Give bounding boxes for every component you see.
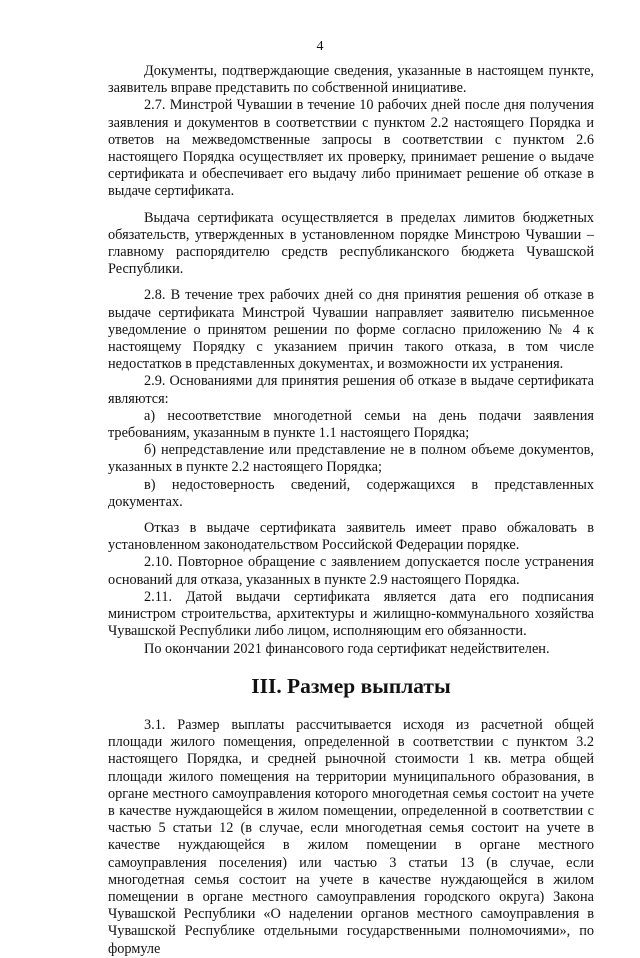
paragraph-certificate-validity: По окончании 2021 финансового года сертификат недействителен. xyxy=(144,640,550,657)
paragraph-2-10: 2.10. Повторное обращение с заявлением допускается после устранения оснований для отказа, указанных в пункте 2.9 настоящего Порядка. xyxy=(108,554,594,588)
paragraph-2-9-a: а) несоответствие многодетной семьи на день подачи заявления требованиям, указанным в пункте 1.1 настоящего Порядка; xyxy=(108,407,594,442)
paragraph-2-9-b: б) непредставление или представление не в полном объеме документов, указанных в пункте 2.2 настоящего Порядка; xyxy=(108,442,594,476)
page-number: 4 xyxy=(316,39,324,54)
paragraph-2-9: 2.9. Основаниями для принятия решения об отказе в выдаче сертификата являются: xyxy=(108,373,594,407)
paragraph-3-1: 3.1. Размер выплаты рассчитывается исходя из расчетной общей площади жилого помещения, определенной в соответствии с пунктом 3.2 настоящего Порядка, и средней рыночной стоимости 1 кв. метра общей площади жилого помещения на территории муниципального образования, в органе местного самоуправления которого многодетная семья состоит на учете в качестве нуждающейся в жилом помещении, определенной в соответствии с частью 5 статьи 12 (в случае, если многодетная семья состоит на учете в качестве нуждающейся в жилом помещении в органе местного самоуправления поселения) или частью 3 статьи 13 (в случае, если многодетная семья состоит на учете в качестве нуждающейся в жилом помещении в органе местного самоуправления городского округа) Закона Чувашской Республики «О наделении органов местного самоуправления в Чувашской Республике отдельными государственными полномочиями», по формуле xyxy=(108,716,594,957)
paragraph-appeal: Отказ в выдаче сертификата заявитель имеет право обжаловать в установленном законодательством Российской Федерации порядке. xyxy=(108,520,594,554)
paragraph-2-7: 2.7. Минстрой Чувашии в течение 10 рабочих дней после дня получения заявления и документов в соответствии с пунктом 2.2 настоящего Порядка и ответов на межведомственные запросы в соответствии с пунктом 2.6 настоящего Порядка осуществляет их проверку, принимает решение о выдаче сертификата и обеспечивает его выдачу либо принимает решение об отказе в выдаче сертификата. xyxy=(108,97,594,200)
paragraph-documents-initiative: Документы, подтверждающие сведения, указанные в настоящем пункте, заявитель вправе представить по собственной инициативе. xyxy=(108,63,594,97)
paragraph-2-8: 2.8. В течение трех рабочих дней со дня принятия решения об отказе в выдаче сертификата Минстрой Чувашии направляет заявителю письменное уведомление о принятом решении по форме согласно приложению № 4 к настоящему Порядку с указанием причин такого отказа, в том числе недостатков в представленных документах, и возможности их устранения. xyxy=(108,287,594,373)
paragraph-budget-limits: Выдача сертификата осуществляется в пределах лимитов бюджетных обязательств, утвержденных в установленном порядке Минстрою Чувашии – главному распорядителю средств республиканского бюджета Чувашской Республики. xyxy=(108,209,594,278)
section-heading: III. Размер выплаты xyxy=(251,673,451,698)
paragraph-2-11: 2.11. Датой выдачи сертификата является дата его подписания министром строительства, архитектуры и жилищно-коммунального хозяйства Чувашской Республики либо лицом, исполняющим его обязанности. xyxy=(108,588,594,640)
document-body xyxy=(108,63,594,958)
paragraph-2-9-c: в) недостоверность сведений, содержащихся в представленных документах. xyxy=(108,476,594,510)
